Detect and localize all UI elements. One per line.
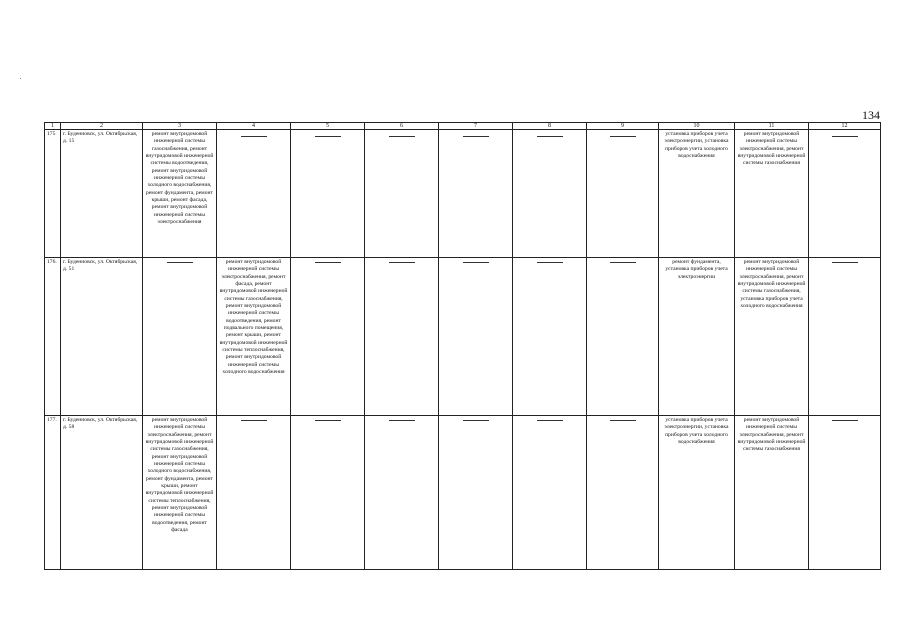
dash-mark xyxy=(167,262,193,263)
col-num-2: 2 xyxy=(61,123,143,130)
works-cell: ремонт внутридомовой инженерной системы электроснабжения, ремонт внутридомовой инженерной системы газоснабжения xyxy=(735,416,809,570)
empty-cell xyxy=(217,130,291,258)
works-cell: ремонт внутридомовой инженерной системы электроснабжения, ремонт внутридомовой инженерной системы газоснабжения, установка приборов учета холодного водоснабжения xyxy=(735,258,809,416)
dash-mark xyxy=(463,420,489,421)
empty-cell xyxy=(291,130,365,258)
col-num-3: 3 xyxy=(143,123,217,130)
dash-mark xyxy=(610,136,636,137)
table-row xyxy=(45,416,881,570)
dash-mark xyxy=(832,420,858,421)
dash-mark xyxy=(315,136,341,137)
empty-cell xyxy=(513,416,587,570)
col-num-1: 1 xyxy=(45,123,61,130)
empty-cell xyxy=(439,130,513,258)
dash-mark xyxy=(463,262,489,263)
works-cell: ремонт внутридомовой инженерной системы электроснабжения, ремонт внутридомовой инженерной системы газоснабжения, ремонт внутридомовой инженерной системы холодного водоснабжения, ремонт фундамента, ремонт крыши, ремонт внутридомовой инженерной системы теплоснабжения, ремонт внутридомовой инженерной системы водоотведения, ремонт фасада xyxy=(143,416,217,570)
empty-cell xyxy=(513,258,587,416)
address-cell: г. Буденновск, ул. Октябрьская, д. 58 xyxy=(61,416,143,570)
dash-mark xyxy=(241,136,267,137)
empty-cell xyxy=(513,130,587,258)
dash-mark xyxy=(610,420,636,421)
works-table xyxy=(44,122,881,570)
dash-mark xyxy=(389,262,415,263)
dash-mark xyxy=(389,420,415,421)
empty-cell xyxy=(365,416,439,570)
empty-cell xyxy=(217,416,291,570)
works-cell: ремонт фундамента, установка приборов учета электроэнергии xyxy=(659,258,735,416)
col-num-4: 4 xyxy=(217,123,291,130)
dash-mark xyxy=(537,136,563,137)
empty-cell xyxy=(587,416,659,570)
works-cell: ремонт внутридомовой инженерной системы электроснабжения, ремонт внутридомовой инженерной системы газоснабжения xyxy=(735,130,809,258)
works-cell: установка приборов учета электроэнергии, установка приборов учета холодного водоснабжения xyxy=(659,416,735,570)
col-num-11: 11 xyxy=(735,123,809,130)
col-num-5: 5 xyxy=(291,123,365,130)
scan-speck xyxy=(20,78,21,79)
empty-cell xyxy=(439,258,513,416)
empty-cell xyxy=(587,130,659,258)
table-row xyxy=(45,130,881,258)
dash-mark xyxy=(610,262,636,263)
row-number: 177. xyxy=(45,416,61,570)
col-num-9: 9 xyxy=(587,123,659,130)
row-number: 175 xyxy=(45,130,61,258)
row-number: 176. xyxy=(45,258,61,416)
table-row xyxy=(45,258,881,416)
dash-mark xyxy=(832,262,858,263)
empty-cell xyxy=(439,416,513,570)
empty-cell xyxy=(587,258,659,416)
empty-cell xyxy=(291,416,365,570)
dash-mark xyxy=(315,262,341,263)
empty-cell xyxy=(143,258,217,416)
empty-cell xyxy=(809,130,881,258)
empty-cell xyxy=(291,258,365,416)
dash-mark xyxy=(832,136,858,137)
works-cell: ремонт внутридомовой инженерной системы электроснабжения, ремонт фасада, ремонт внутридомовой инженерной системы газоснабжения, ремонт внутридомовой инженерной системы водоотведения, ремонт подвального помещения, ремонт крыши, ремонт внутридомовой инженерной системы теплоснабжения, ремонт внутридомовой инженерной системы холодного водоснабжения xyxy=(217,258,291,416)
dash-mark xyxy=(315,420,341,421)
col-num-12: 12 xyxy=(809,123,881,130)
works-cell: установка приборов учета электроэнергии, установка приборов учета холодного водоснабжения xyxy=(659,130,735,258)
empty-cell xyxy=(809,416,881,570)
col-num-10: 10 xyxy=(659,123,735,130)
dash-mark xyxy=(537,262,563,263)
address-cell: г. Буденновск, ул. Октябрьская, д. 15 xyxy=(61,130,143,258)
empty-cell xyxy=(809,258,881,416)
col-num-6: 6 xyxy=(365,123,439,130)
empty-cell xyxy=(365,258,439,416)
col-num-8: 8 xyxy=(513,123,587,130)
dash-mark xyxy=(389,136,415,137)
dash-mark xyxy=(537,420,563,421)
dash-mark xyxy=(463,136,489,137)
address-cell: г. Буденновск, ул. Октябрьская, д. 51 xyxy=(61,258,143,416)
col-num-7: 7 xyxy=(439,123,513,130)
works-cell: ремонт внутридомовой инженерной системы газоснабжения, ремонт внутридомовой инженерной системы водоотведения, ремонт внутридомовой инженерной системы холодного водоснабжения, ремонт фундамента, ремонт крыши, ремонт фасада, ремонт внутридомовой инженерной системы электроснабжения xyxy=(143,130,217,258)
dash-mark xyxy=(241,420,267,421)
empty-cell xyxy=(365,130,439,258)
column-number-row xyxy=(45,123,881,130)
page-number: 134 xyxy=(862,108,880,122)
